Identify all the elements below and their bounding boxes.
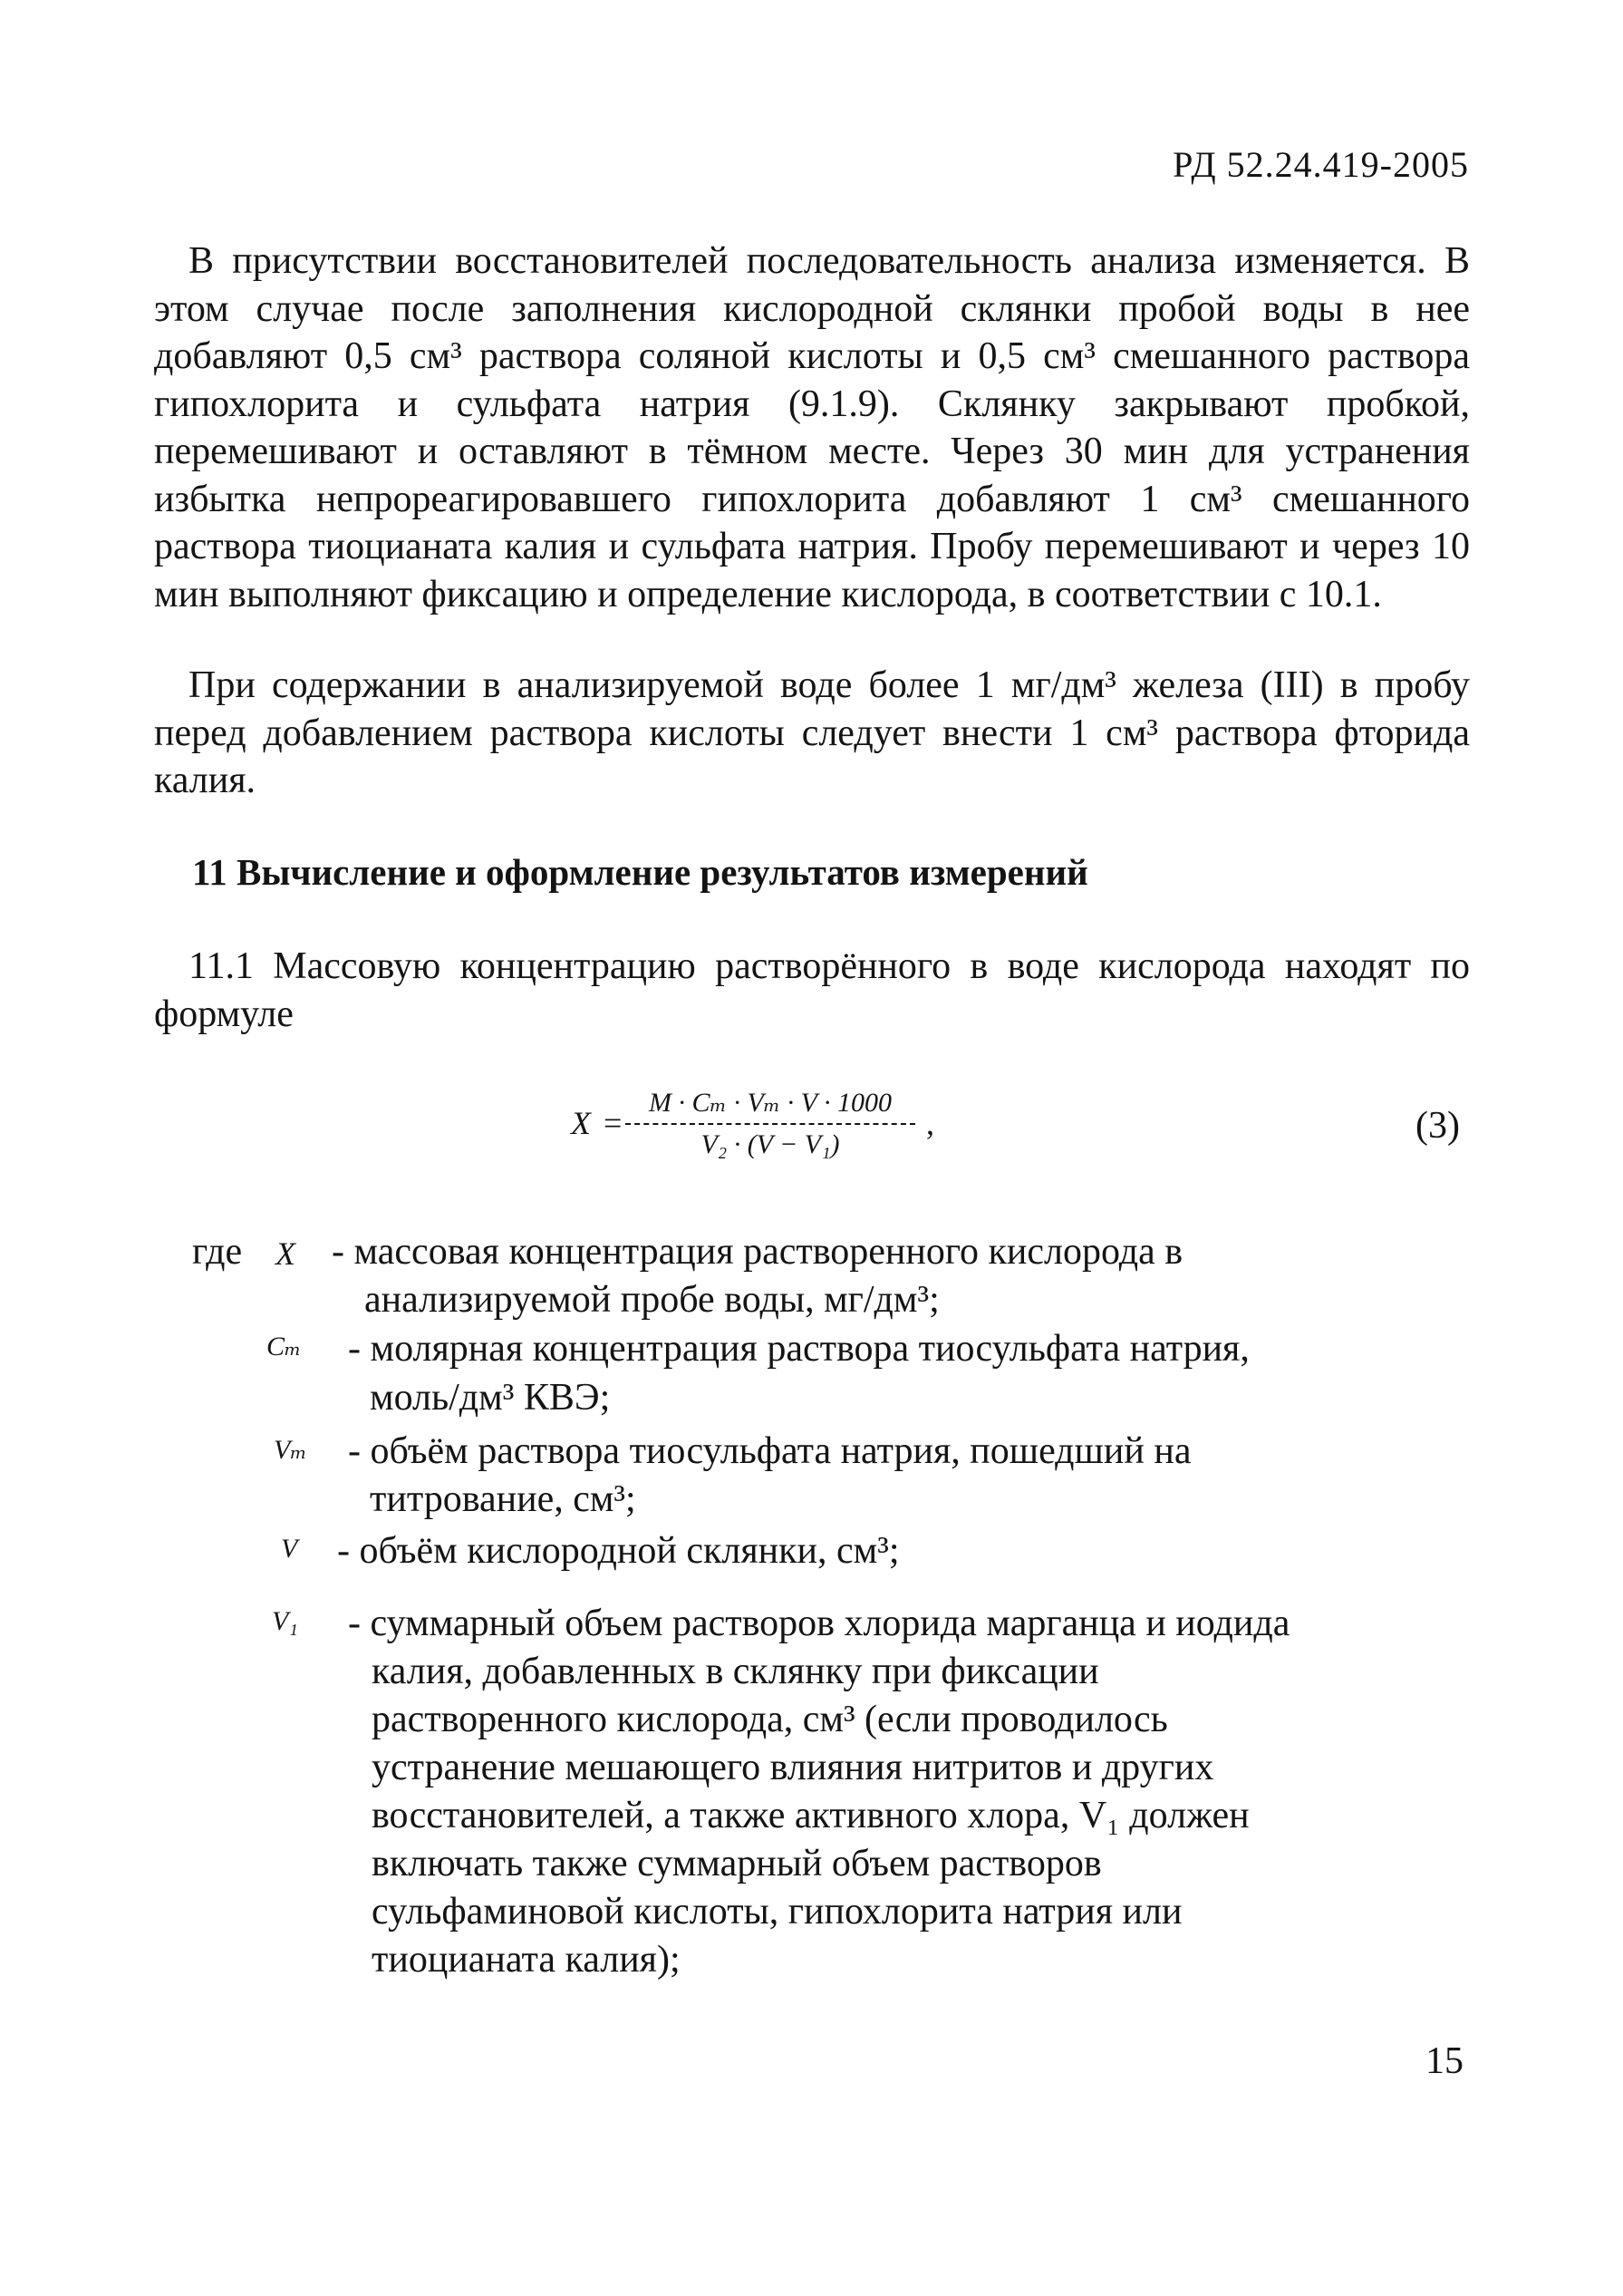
definition-v1-line1: - суммарный объем растворов хлорида марганца и иодида	[348, 1603, 1290, 1644]
formula-fraction	[625, 1083, 915, 1165]
formula-denominator: V₂ · (V − V₁)	[700, 1129, 840, 1159]
definition-v1-line4: устранение мешающего влияния нитритов и других	[372, 1747, 1214, 1788]
equation-number: (3)	[1415, 1105, 1460, 1147]
formula-equals: =	[604, 1105, 623, 1141]
paragraph-text: В присутствии восстановителей последовательность анализа изменяется. В этом случае после заполнения кислородной склянки пробой воды в нее добавляют 0,5 см³ раствора соляной кислоты и 0,5 см³ смешанного раствора гипохлорита и сульфата натрия (9.1.9). Склянку закрывают пробкой, перемешивают и оставляют в тёмном месте. Через 30 мин для устранения избытка непрореагировавшего гипохлорита добавляют 1 см³ смешанного раствора тиоцианата калия и сульфата натрия. Пробу перемешивают и через 10 мин выполняют фиксацию и определение кислорода, в соответствии с 10.1.	[154, 240, 1470, 615]
formula-lhs: X	[571, 1105, 591, 1141]
definition-x-line2: анализируемой пробе воды, мг/дм³;	[364, 1279, 940, 1321]
definition-v1-line3: растворенного кислорода, см³ (если проводилось	[372, 1699, 1168, 1740]
definition-v1-line7: сульфаминовой кислоты, гипохлорита натрия или	[372, 1891, 1183, 1933]
definition-vm-line2: титрование, см³;	[370, 1478, 636, 1520]
formula-numerator: M · Cₘ · Vₘ · V · 1000	[649, 1088, 892, 1118]
paragraph-text: 11.1 Массовую концентрацию растворённого в воде кислорода находят по формуле	[154, 945, 1470, 1035]
symbol-v: V	[281, 1534, 298, 1564]
definition-cm-line2: моль/дм³ КВЭ;	[370, 1377, 611, 1419]
definition-v1-line6: включать также суммарный объем растворов	[372, 1843, 1102, 1884]
symbol-x: X	[275, 1235, 295, 1272]
paragraph-formula-intro	[154, 943, 1470, 1038]
page-number: 15	[1425, 2040, 1464, 2082]
paragraph-iron-note	[154, 662, 1470, 805]
paragraph-text: При содержании в анализируемой воде более 1 мг/дм³ железа (III) в пробу перед добавлением раствора кислоты следует внести 1 см³ раствора фторида калия.	[154, 664, 1470, 801]
section-title: 11 Вычисление и оформление результатов измерений	[192, 851, 1088, 893]
definition-x-line1: - массовая концентрация растворенного кислорода в	[332, 1231, 1183, 1273]
paragraph-reducers-procedure	[154, 237, 1470, 618]
definition-cm-line1: - молярная концентрация раствора тиосульфата натрия,	[348, 1328, 1250, 1370]
formula-3: X = M · Cₘ · Vₘ · V · 1000 V₂ · (V − V₁) ,	[571, 1083, 961, 1169]
definition-v1-line2: калия, добавленных в склянку при фиксации	[372, 1651, 1099, 1692]
document-code-header: РД 52.24.419-2005	[1173, 144, 1469, 185]
definition-v1-line8: тиоцианата калия);	[372, 1939, 681, 1981]
definition-vm-line1: - объём раствора тиосульфата натрия, пошедший на	[348, 1430, 1192, 1472]
where-label: где	[192, 1231, 243, 1273]
symbol-v1: V₁	[272, 1606, 298, 1636]
symbol-vm: Vₘ	[274, 1435, 307, 1465]
definition-v: - объём кислородной склянки, см³;	[337, 1530, 900, 1572]
definition-v1-line5: восстановителей, а также активного хлора, V₁ должен	[372, 1795, 1250, 1836]
symbol-cm: Cₘ	[266, 1332, 302, 1361]
